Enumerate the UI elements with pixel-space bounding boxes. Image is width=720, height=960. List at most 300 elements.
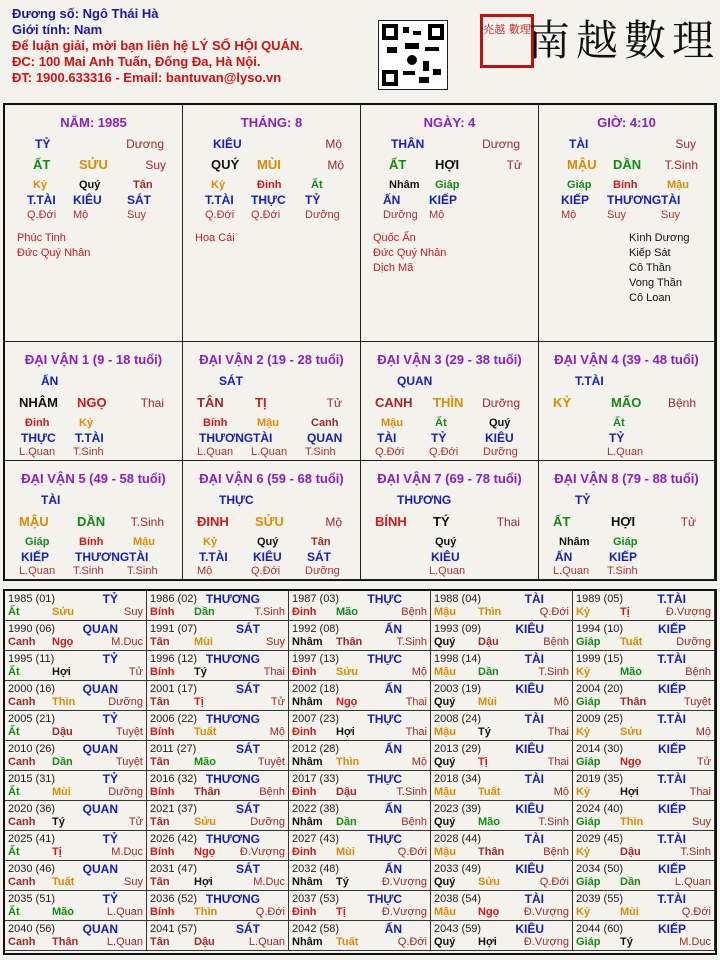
earthly-branch: MÃO: [611, 395, 642, 410]
heavenly-stem: Kỷ: [576, 786, 591, 798]
heavenly-stem: Quý: [434, 696, 456, 708]
earthly-branch: Hợi: [52, 666, 71, 678]
life-phase: Đ.Vượng: [239, 846, 285, 858]
year-label: 2015 (31): [8, 773, 56, 785]
ten-god: THƯƠNG: [205, 772, 260, 786]
year-label: 2040 (56): [8, 923, 56, 935]
annual-cell: [5, 801, 147, 831]
year-label: 2032 (48): [292, 863, 340, 875]
annual-cell: [289, 741, 431, 771]
life-phase: Bệnh: [543, 846, 569, 858]
pillar-title: GIỜ: 4:10: [597, 115, 656, 130]
hidden-stem: Đinh: [25, 417, 50, 429]
annual-cell: [5, 651, 147, 681]
annual-cell: [573, 681, 715, 711]
hidden-stem: Quý: [79, 179, 101, 191]
ten-god: ẤN: [384, 742, 402, 756]
annual-cell: [289, 681, 431, 711]
ten-god: TỶ: [102, 712, 118, 726]
ten-god: THỰC: [367, 712, 402, 726]
annual-cell: [147, 831, 289, 861]
life-phase: L.Quan: [674, 876, 711, 888]
hidden-god: THỰC: [251, 193, 286, 207]
heavenly-stem: Bính: [150, 666, 175, 678]
ten-god: TỶ: [102, 772, 118, 786]
life-phase: M.Dục: [111, 636, 143, 648]
year-label: 2025 (41): [8, 833, 56, 845]
ten-god: T.TÀI: [657, 592, 686, 606]
ten-god: QUAN: [82, 802, 118, 816]
heavenly-stem: Tân: [150, 756, 170, 768]
life-phase: L.Quan: [248, 936, 285, 948]
bazi-chart: [3, 103, 717, 581]
ten-god: TỶ: [102, 892, 118, 906]
life-phase: T.Sinh: [538, 666, 569, 678]
year-label: 2007 (23): [292, 713, 340, 725]
annual-cell: [5, 741, 147, 771]
hidden-god: KIÊU: [431, 550, 460, 564]
life-phase: Q.Đới: [255, 906, 285, 918]
year-label: 2030 (46): [8, 863, 56, 875]
earthly-branch: Sửu: [478, 876, 501, 888]
earthly-branch: Mão: [336, 606, 358, 618]
annual-cell: [147, 651, 289, 681]
annual-cell: [147, 621, 289, 651]
life-phase: Tử: [128, 666, 143, 678]
life-phase: Tuyệt: [257, 756, 285, 768]
life-phase: Dưỡng: [108, 786, 143, 798]
brand-title: 南越數理: [528, 16, 720, 65]
dai-van-cell: [361, 342, 539, 461]
earthly-branch: Thân: [194, 786, 221, 798]
star-note: Cô Loan: [629, 292, 671, 304]
life-phase: Đ.Vượng: [523, 906, 569, 918]
year-label: 2023 (39): [434, 803, 482, 815]
annual-cell: [5, 831, 147, 861]
earthly-branch: Mùi: [52, 786, 71, 798]
ten-god: TỶ: [575, 493, 591, 507]
earthly-branch: Dần: [478, 666, 499, 678]
heavenly-stem: Bính: [150, 786, 175, 798]
annual-cell: [431, 801, 573, 831]
heavenly-stem: Canh: [8, 936, 36, 948]
heavenly-stem: Ất: [8, 846, 20, 858]
heavenly-stem: Quý: [434, 936, 456, 948]
owner-name: Đương số: Ngô Thái Hà: [12, 6, 159, 21]
hidden-stem: Kỷ: [33, 179, 48, 191]
earthly-branch: Tị: [194, 696, 204, 708]
ten-god: SÁT: [236, 802, 260, 816]
heavenly-stem: Mậu: [434, 666, 456, 678]
heavenly-stem: Đinh: [292, 846, 317, 858]
year-label: 1993 (09): [434, 623, 482, 635]
year-label: 2031 (47): [150, 863, 198, 875]
life-phase: T.Sinh: [396, 636, 427, 648]
earthly-branch: Dậu: [336, 786, 357, 798]
pillar-title: NGÀY: 4: [423, 115, 476, 130]
hidden-stem: Giáp: [435, 179, 460, 191]
heavenly-stem: Tân: [150, 636, 170, 648]
ten-god: TỶ: [102, 832, 118, 846]
dai-van-title: ĐẠI VẬN 6 (59 - 68 tuổi): [199, 471, 344, 486]
ten-god: KIÊU: [515, 802, 544, 816]
heavenly-stem: Tân: [150, 876, 170, 888]
year-label: 2038 (54): [434, 893, 482, 905]
hidden-stem: Quý: [435, 536, 457, 548]
annual-cell: [431, 861, 573, 891]
earthly-branch: Tị: [52, 846, 62, 858]
heavenly-stem: Nhâm: [292, 936, 323, 948]
life-phase: Suy: [145, 158, 166, 172]
earthly-branch: Thìn: [52, 696, 76, 708]
year-label: 2000 (16): [8, 683, 56, 695]
heavenly-stem: MẬU: [567, 157, 597, 172]
ten-god: KIẾP: [657, 742, 686, 756]
dai-van-cell: [5, 342, 183, 461]
year-label: 2013 (29): [434, 743, 482, 755]
earthly-branch: Sửu: [194, 816, 217, 828]
heavenly-stem: Đinh: [292, 906, 317, 918]
life-phase: Bệnh: [259, 786, 285, 798]
phone-email: ĐT: 1900.633316 - Email: bantuvan@lyso.vn: [12, 70, 282, 85]
earthly-branch: SỬU: [255, 514, 284, 529]
hidden-stem: Mậu: [257, 417, 279, 429]
hidden-god: T.TÀI: [205, 193, 234, 207]
life-phase: Bệnh: [667, 396, 696, 410]
heavenly-stem: CANH: [375, 395, 413, 410]
year-label: 2028 (44): [434, 833, 482, 845]
life-phase: Mộ: [269, 726, 285, 738]
heavenly-stem: ẤT: [553, 514, 571, 529]
year-label: 2034 (50): [576, 863, 624, 875]
heavenly-stem: Kỷ: [576, 846, 591, 858]
hidden-god: KIẾP: [429, 193, 458, 207]
heavenly-stem: Giáp: [576, 876, 601, 888]
year-label: 1985 (01): [8, 593, 56, 605]
hidden-stem: Giáp: [25, 536, 50, 548]
ten-god: ẤN: [384, 682, 402, 696]
life-phase: Đ.Vượng: [523, 936, 569, 948]
ten-god: KIÊU: [515, 682, 544, 696]
annual-cell: [289, 651, 431, 681]
ten-god: THỰC: [367, 892, 402, 906]
ten-god: THỰC: [367, 832, 402, 846]
dai-van-cell: [539, 461, 715, 580]
hidden-god: KIÊU: [73, 193, 102, 207]
year-label: 2024 (40): [576, 803, 624, 815]
year-label: 2019 (35): [576, 773, 624, 785]
life-phase: Thai: [405, 696, 427, 708]
earthly-branch: Dần: [52, 756, 73, 768]
hidden-phase: Dưỡng: [383, 209, 418, 221]
yin-yang: Mộ: [325, 137, 342, 151]
life-phase: T.Sinh: [396, 786, 427, 798]
ten-god: KIÊU: [515, 622, 544, 636]
life-phase: M.Dục: [679, 936, 711, 948]
star-note: Cô Thần: [629, 262, 671, 274]
earthly-branch: Dần: [620, 876, 641, 888]
life-phase: Tử: [270, 696, 285, 708]
star-note: Đức Quý Nhân: [17, 247, 91, 259]
heavenly-stem: Bính: [150, 606, 175, 618]
year-label: 1991 (07): [150, 623, 198, 635]
life-phase: Q.Đới: [397, 936, 427, 948]
hidden-god: THƯƠNG: [607, 193, 662, 207]
year-label: 1987 (03): [292, 593, 340, 605]
earthly-branch: Tị: [620, 606, 630, 618]
heavenly-stem: Tân: [150, 696, 170, 708]
heavenly-stem: Ất: [8, 606, 20, 618]
hidden-phase: Mộ: [429, 209, 445, 221]
life-phase: Đ.Vượng: [665, 606, 711, 618]
ten-god: T.TÀI: [575, 374, 604, 388]
hidden-stem: Canh: [311, 417, 339, 429]
year-label: 2026 (42): [150, 833, 198, 845]
year-label: 2001 (17): [150, 683, 198, 695]
life-phase: L.Quan: [106, 936, 143, 948]
ten-god: QUAN: [82, 682, 118, 696]
dai-van-title: ĐẠI VẬN 8 (79 - 88 tuổi): [554, 471, 699, 486]
ten-god: ẤN: [384, 862, 402, 876]
earthly-branch: Hợi: [620, 786, 639, 798]
annual-cell: [431, 621, 573, 651]
life-phase: T.Sinh: [130, 515, 164, 529]
hidden-god: KIÊU: [485, 431, 514, 445]
earthly-branch: DẦN: [613, 157, 642, 172]
year-label: 2002 (18): [292, 683, 340, 695]
life-phase: T.Sinh: [680, 846, 711, 858]
annual-cell: [573, 861, 715, 891]
hidden-stem: Giáp: [567, 179, 592, 191]
hidden-stem: Kỷ: [211, 179, 226, 191]
dai-van-cell: [539, 342, 715, 461]
earthly-branch: Hợi: [478, 936, 497, 948]
heavenly-stem: Kỷ: [576, 906, 591, 918]
heavenly-stem: Giáp: [576, 636, 601, 648]
earthly-branch: Mão: [194, 756, 216, 768]
hidden-god: THƯƠNG: [199, 431, 254, 445]
ten-god: KIÊU: [213, 137, 242, 151]
dai-van-cell: [183, 461, 361, 580]
address: ĐC: 100 Mai Anh Tuấn, Đống Đa, Hà Nội.: [12, 54, 261, 69]
life-phase: Q.Đới: [397, 846, 427, 858]
hidden-god: KIẾP: [609, 550, 638, 564]
earthly-branch: Tý: [52, 816, 65, 828]
heavenly-stem: Mậu: [434, 906, 456, 918]
hidden-god: QUAN: [307, 431, 343, 445]
year-label: 2006 (22): [150, 713, 198, 725]
heavenly-stem: Nhâm: [292, 816, 323, 828]
life-phase: Thai: [547, 756, 569, 768]
ten-god: SÁT: [236, 742, 260, 756]
heavenly-stem: Ất: [8, 666, 20, 678]
dai-van-cell: [5, 461, 183, 580]
earthly-branch: Tuất: [620, 636, 643, 648]
earthly-branch: Tuất: [336, 936, 359, 948]
hidden-stem: Mậu: [667, 179, 689, 191]
heavenly-stem: Kỷ: [576, 666, 591, 678]
heavenly-stem: Đinh: [292, 726, 317, 738]
annual-cell: [431, 771, 573, 801]
star-note: Vong Thần: [629, 277, 683, 289]
hidden-phase: Suy: [127, 209, 146, 221]
earthly-branch: TỊ: [255, 395, 267, 410]
earthly-branch: Tý: [336, 876, 349, 888]
life-phase: Bệnh: [401, 606, 427, 618]
hidden-phase: Q.Đới: [27, 209, 57, 221]
hidden-god: KIẾP: [21, 550, 50, 564]
annual-cell: [5, 861, 147, 891]
life-phase: Tử: [696, 756, 711, 768]
earthly-branch: Sửu: [52, 606, 75, 618]
star-note: Dịch Mã: [373, 262, 414, 274]
ten-god: SÁT: [236, 682, 260, 696]
heavenly-stem: KỶ: [553, 395, 572, 410]
ten-god: QUAN: [82, 862, 118, 876]
year-label: 1999 (15): [576, 653, 624, 665]
life-phase: M.Dục: [111, 846, 143, 858]
heavenly-stem: Bính: [150, 906, 175, 918]
hidden-stem: Đinh: [257, 179, 282, 191]
annual-cell: [289, 831, 431, 861]
year-label: 1989 (05): [576, 593, 624, 605]
annual-cell: [431, 741, 573, 771]
star-note: Kình Dương: [629, 232, 690, 244]
earthly-branch: Ngọ: [478, 906, 500, 918]
ten-god: THỰC: [367, 772, 402, 786]
pillar-title: THÁNG: 8: [240, 115, 303, 130]
earthly-branch: Thìn: [194, 906, 218, 918]
hidden-phase: Q.Đới: [429, 446, 459, 458]
earthly-branch: HỢI: [435, 157, 460, 172]
qr-code-icon: [378, 20, 448, 90]
heavenly-stem: Đinh: [292, 666, 317, 678]
pillar-title: NĂM: 1985: [60, 115, 127, 130]
hidden-phase: Mộ: [561, 209, 577, 221]
pillar-cell: [539, 105, 715, 342]
life-phase: Đ.Vượng: [381, 906, 427, 918]
ten-god: T.TÀI: [657, 832, 686, 846]
ten-god: TÀI: [524, 892, 544, 906]
heavenly-stem: Nhâm: [292, 876, 323, 888]
life-phase: Q.Đới: [681, 906, 711, 918]
hidden-phase: Q.Đới: [375, 446, 405, 458]
life-phase: Tử: [128, 816, 143, 828]
year-label: 2022 (38): [292, 803, 340, 815]
hidden-god: T.TÀI: [27, 193, 56, 207]
annual-cell: [431, 681, 573, 711]
heavenly-stem: ẤT: [389, 157, 407, 172]
earthly-branch: Dậu: [194, 936, 215, 948]
year-label: 2009 (25): [576, 713, 624, 725]
hidden-stem: Bính: [203, 417, 228, 429]
earthly-branch: Thìn: [620, 816, 644, 828]
life-phase: Thai: [263, 666, 285, 678]
year-label: 2008 (24): [434, 713, 482, 725]
earthly-branch: Thân: [52, 936, 79, 948]
ten-god: T.TÀI: [657, 772, 686, 786]
yin-yang: Suy: [675, 137, 696, 151]
heavenly-stem: Quý: [434, 756, 456, 768]
hidden-god: T.TÀI: [75, 431, 104, 445]
heavenly-stem: Tân: [150, 816, 170, 828]
hidden-phase: Q.Đới: [251, 209, 281, 221]
hidden-god: TỶ: [609, 431, 625, 445]
ten-god: SÁT: [236, 862, 260, 876]
annual-cell: [573, 921, 715, 951]
hidden-stem: Ất: [311, 179, 323, 191]
annual-cell: [5, 891, 147, 921]
hidden-phase: L.Quan: [251, 446, 288, 458]
hidden-phase: L.Quan: [607, 446, 644, 458]
pillar-cell: [5, 105, 183, 342]
star-note: Phúc Tinh: [17, 232, 66, 244]
earthly-branch: Thìn: [336, 756, 360, 768]
ten-god: T.TÀI: [657, 652, 686, 666]
ten-god: THƯƠNG: [205, 592, 260, 606]
hidden-phase: T.Sinh: [73, 446, 104, 458]
hidden-phase: T.Sinh: [73, 565, 104, 577]
year-label: 2014 (30): [576, 743, 624, 755]
life-phase: Bệnh: [543, 636, 569, 648]
hidden-stem: Tân: [133, 179, 153, 191]
heavenly-stem: Ất: [8, 906, 20, 918]
hidden-god: TÀI: [129, 550, 149, 564]
hidden-stem: Ất: [435, 417, 447, 429]
heavenly-stem: Canh: [8, 636, 36, 648]
ten-god: KIẾP: [657, 622, 686, 636]
earthly-branch: Thân: [478, 846, 505, 858]
heavenly-stem: Quý: [434, 816, 456, 828]
earthly-branch: Mùi: [194, 636, 213, 648]
life-phase: Suy: [692, 816, 711, 828]
hidden-stem: Quý: [257, 536, 279, 548]
ten-god: THỰC: [367, 592, 402, 606]
annual-cell: [5, 621, 147, 651]
life-phase: Dưỡng: [108, 696, 143, 708]
year-label: 2016 (32): [150, 773, 198, 785]
star-note: Quốc Ấn: [373, 232, 416, 244]
heavenly-stem: Kỷ: [576, 606, 591, 618]
life-phase: Mộ: [695, 726, 711, 738]
life-phase: Mộ: [553, 786, 569, 798]
ten-god: TỶ: [102, 592, 118, 606]
annual-cell: [289, 801, 431, 831]
earthly-branch: Ngọ: [620, 756, 642, 768]
year-label: 1990 (06): [8, 623, 56, 635]
hidden-stem: Ất: [613, 417, 625, 429]
ten-god: TÀI: [524, 712, 544, 726]
ten-god: TÀI: [524, 652, 544, 666]
hidden-god: TÀI: [377, 431, 397, 445]
hidden-god: T.TÀI: [199, 550, 228, 564]
earthly-branch: Thân: [620, 696, 647, 708]
ten-god: KIẾP: [657, 802, 686, 816]
year-label: 1988 (04): [434, 593, 482, 605]
life-phase: Mộ: [553, 696, 569, 708]
hidden-god: SÁT: [127, 193, 151, 207]
star-note: Kiếp Sát: [629, 247, 671, 259]
ten-god: ẤN: [41, 374, 59, 388]
life-phase: Thai: [496, 515, 520, 529]
heavenly-stem: Bính: [150, 846, 175, 858]
life-phase: Dưỡng: [482, 396, 520, 410]
ten-god: THƯƠNG: [205, 832, 260, 846]
dai-van-cell: [183, 342, 361, 461]
ten-god: T.TÀI: [657, 712, 686, 726]
year-label: 1995 (11): [8, 653, 55, 665]
hidden-god: KIÊU: [253, 550, 282, 564]
